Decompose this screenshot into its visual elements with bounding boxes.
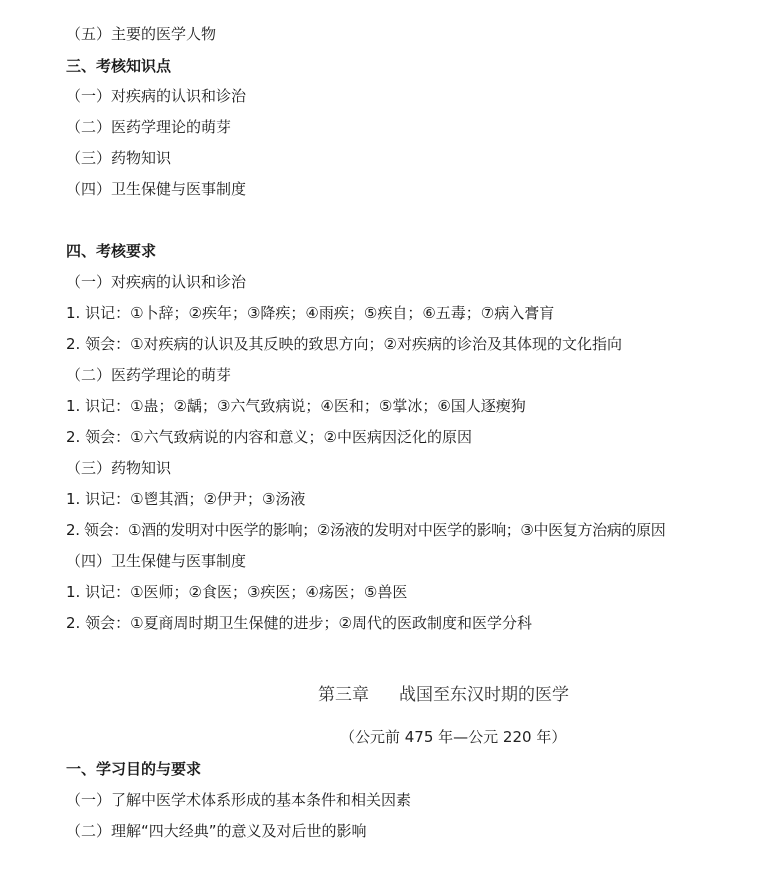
chapter-name: 战国至东汉时期的医学 [399,685,569,705]
section-heading: 四、考核要求 [66,242,157,260]
section-item: （二）医药学理论的萌芽 [66,118,232,136]
chapter-period: （公元前 475 年—公元 220 年） [340,728,567,746]
section-item: （二）医药学理论的萌芽 [66,366,232,384]
requirement-line: 1. 识记：①蛊；②龋；③六气致病说；④医和；⑤掌冰；⑥国人逐瘈狗 [66,397,526,415]
section-item: （二）理解“四大经典”的意义及对后世的影响 [66,822,367,840]
chapter-label: 第三章 [318,685,369,705]
section-item: （三）药物知识 [66,149,172,167]
chapter-title [318,684,569,706]
requirement-line: 2. 领会：①对疾病的认识及其反映的致思方向；②对疾病的诊治及其体现的文化指向 [66,335,622,353]
requirement-line: 1. 识记：①卜辞；②疾年；③降疾；④雨疾；⑤疾自；⑥五毒；⑦病入膏肓 [66,304,555,322]
section-item: （三）药物知识 [66,459,172,477]
requirement-line: 1. 识记：①鬯其酒；②伊尹；③汤液 [66,490,306,508]
section-item: （一）了解中医学术体系形成的基本条件和相关因素 [66,791,412,809]
section-heading: 三、考核知识点 [66,57,172,75]
section-item: （五）主要的医学人物 [66,25,217,43]
requirement-line: 2. 领会：①六气致病说的内容和意义；②中医病因泛化的原因 [66,428,472,446]
requirement-line: 2. 领会：①夏商周时期卫生保健的进步；②周代的医政制度和医学分科 [66,614,532,632]
section-item: （一）对疾病的认识和诊治 [66,87,247,105]
section-heading: 一、学习目的与要求 [66,760,202,778]
requirement-line: 1. 识记：①医师；②食医；③疾医；④疡医；⑤兽医 [66,583,408,601]
section-item: （四）卫生保健与医事制度 [66,180,247,198]
section-item: （一）对疾病的认识和诊治 [66,273,247,291]
requirement-line: 2. 领会：①酒的发明对中医学的影响；②汤液的发明对中医学的影响；③中医复方治病的原因 [66,521,666,539]
section-item: （四）卫生保健与医事制度 [66,552,247,570]
